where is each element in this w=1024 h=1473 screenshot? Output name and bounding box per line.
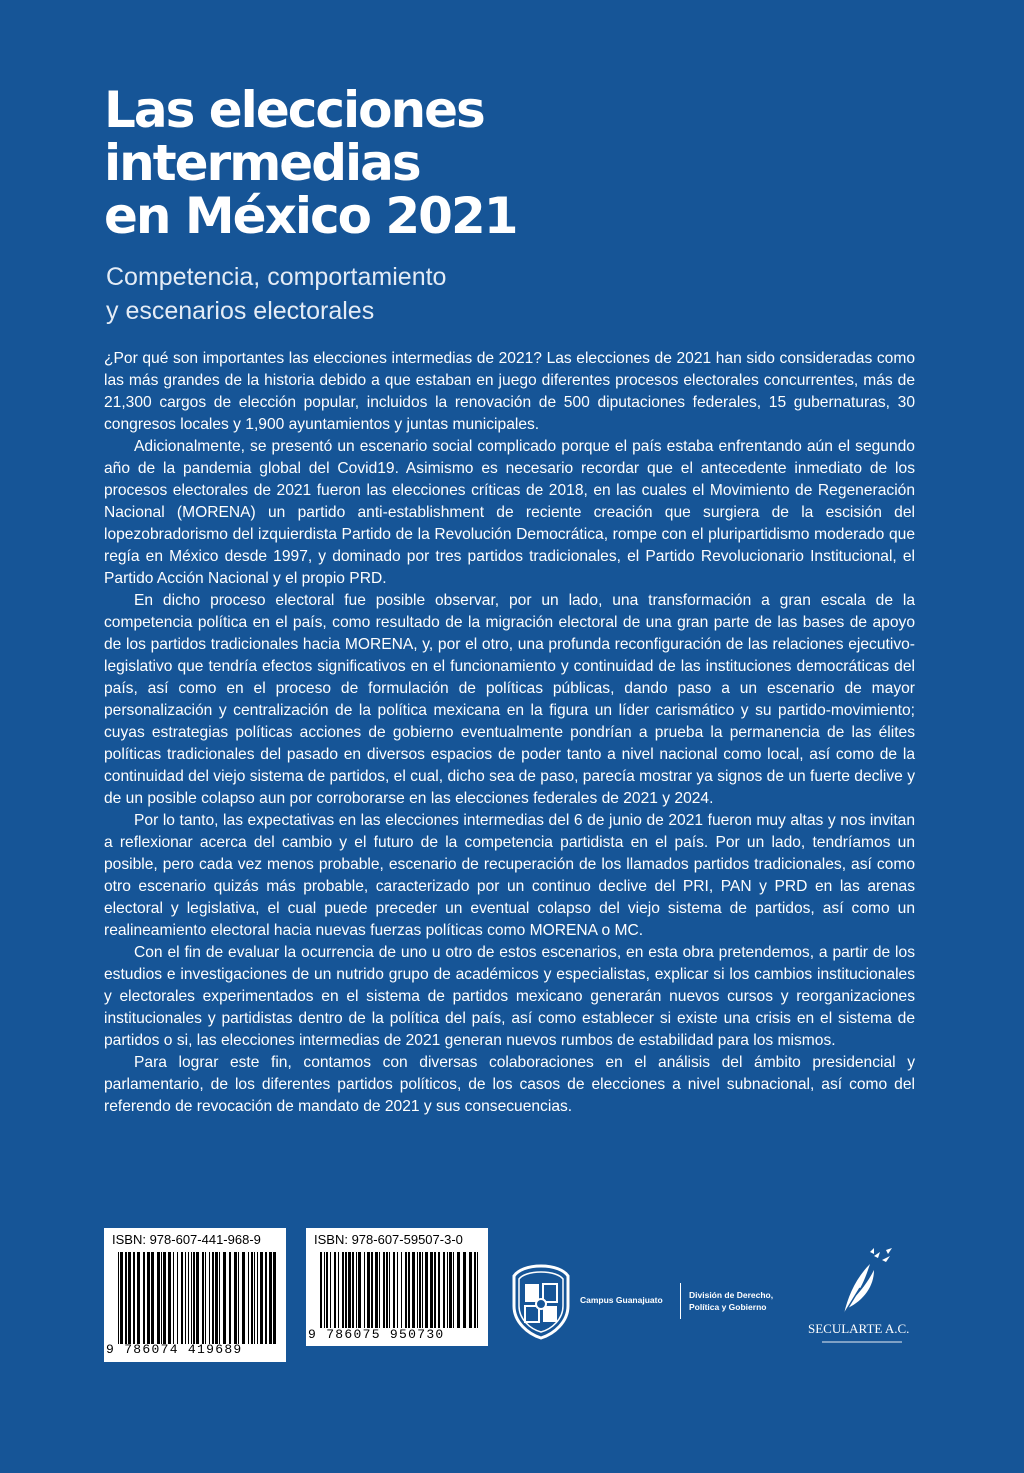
barcode-bar	[434, 1252, 436, 1328]
barcode-bar	[330, 1252, 331, 1328]
barcode-bar	[168, 1252, 171, 1344]
logo-divider	[680, 1283, 681, 1319]
barcode-bar	[177, 1252, 178, 1344]
barcode-bar	[125, 1252, 127, 1344]
seculart-tagline-rule	[822, 1341, 902, 1343]
subtitle-line: y escenarios electorales	[106, 297, 375, 325]
isbn-label: ISBN: 978-607-441-968-9	[112, 1232, 261, 1247]
barcode-bar	[128, 1252, 131, 1344]
barcode-bar	[254, 1252, 255, 1344]
barcode-digits: 9 786074 419689	[106, 1342, 243, 1357]
barcode-bar	[238, 1252, 239, 1344]
barcode-bar	[147, 1252, 150, 1344]
barcode-bar	[324, 1252, 325, 1328]
isbn-barcode-2	[306, 1228, 488, 1346]
subtitle-line: Competencia, comportamiento	[106, 263, 447, 291]
barcode-bar	[163, 1252, 166, 1344]
barcode-bar	[118, 1252, 119, 1344]
synopsis-paragraph: ¿Por qué son importantes las elecciones intermedias de 2021? Las elecciones de 2021 han sido consideradas como las más grandes de la historia debido a que estaban en juego diferentes procesos electorales concurrentes, más de 21,300 cargos de elección popular, incluidos la renovación de 500 diputaciones federales, 15 gubernaturas, 30 congresos locales y 1,900 ayuntamientos y juntas municipales.	[104, 350, 915, 433]
barcode-bar	[209, 1252, 210, 1344]
barcode-bar	[408, 1252, 410, 1328]
barcode-bar	[320, 1252, 322, 1328]
barcode-bar	[196, 1252, 199, 1344]
barcode-bar	[419, 1252, 421, 1328]
barcode-bar	[191, 1252, 192, 1344]
barcode-bar	[157, 1252, 160, 1344]
barcode-bar	[453, 1252, 454, 1328]
barcode-bar	[338, 1252, 339, 1328]
barcode-bar	[215, 1252, 218, 1344]
barcode-bar	[202, 1252, 204, 1344]
synopsis	[104, 348, 915, 1118]
campus-label: Campus Guanajuato	[580, 1295, 663, 1305]
barcode-bar	[438, 1252, 440, 1328]
barcode-bar	[212, 1252, 214, 1344]
barcode-bar	[161, 1252, 162, 1344]
barcode-bars	[320, 1252, 480, 1328]
barcode-bar	[120, 1252, 123, 1344]
isbn-barcode-1	[104, 1228, 286, 1362]
barcode-bar	[234, 1252, 237, 1344]
synopsis-paragraph: En dicho proceso electoral fue posible observar, por un lado, una transformación a gran escala de la competencia política en el país, como resultado de la migración electoral de una gran parte de las bases de apoyo de los partidos tradicionales hacia MORENA, y, por el otro, una profunda reconfiguración de las relaciones ejecutivo-legislativo que tendría efectos significativos en el funcionamiento y continuidad de las instituciones democráticas del país, así como en el proceso de formulación de políticas públicas, dando paso a un escenario de mayor personalización y centralización de la política mexicana en la figura un líder carismático y su partido-movimiento; cuyas estrategias políticas acciones de gobierno eventualmente pondrían a prueba la permanencia de las élites políticas tradicionales del pasado en diversos espacios de poder tanto a nivel nacional como local, así como de la continuidad del viejo sistema de partidos, el cual, dicho sea de paso, parecía mostrar ya signos de un fuerte declive y de un posible colapso aun por corroborarse en las elecciones federales de 2021 y 2024.	[104, 592, 915, 807]
barcode-bar	[173, 1252, 174, 1344]
division-label-line1: División de Derecho,	[689, 1290, 774, 1300]
barcode-bar	[342, 1252, 344, 1328]
barcode-bar	[242, 1252, 245, 1344]
barcode-bar	[447, 1252, 448, 1328]
barcode-bar	[443, 1252, 445, 1328]
barcode-bar	[389, 1252, 390, 1328]
barcode-bar	[193, 1252, 195, 1344]
barcode-bar	[260, 1252, 263, 1344]
barcode-bar	[386, 1252, 388, 1328]
barcode-bar	[334, 1252, 336, 1328]
barcode-bar	[356, 1252, 357, 1328]
barcode-bar	[379, 1252, 380, 1328]
synopsis-paragraph: Con el fin de evaluar la ocurrencia de uno u otro de estos escenarios, en esta obra pretendemos, a partir de los estudios e investigaciones de un nutrido grupo de académicos y especialistas, explicar si los cambios institucionales y electorales experimentados en el sistema de partidos mexicano generarán nuevos cursos y reorganizaciones institucionales y partidistas dentro de la política del país, así como establecer si existe una crisis en el sistema de partidos o si, las elecciones intermedias de 2021 generan nuevos rumbos de estabilidad para los mismos.	[104, 944, 915, 1049]
barcode-bar	[425, 1252, 428, 1328]
title-line: en México 2021	[104, 187, 517, 245]
isbn-label: ISBN: 978-607-59507-3-0	[314, 1232, 463, 1247]
barcode-bar	[133, 1252, 135, 1344]
barcode-bar	[367, 1252, 370, 1328]
feather-quill-icon	[830, 1248, 894, 1318]
title-line: Las elecciones	[104, 81, 484, 139]
barcode-bars	[118, 1252, 278, 1344]
barcode-bar	[474, 1252, 476, 1328]
barcode-bar	[265, 1252, 267, 1344]
barcode-bar	[151, 1252, 154, 1344]
barcode-bar	[371, 1252, 373, 1328]
barcode-bar	[326, 1252, 328, 1328]
barcode-bar	[257, 1252, 258, 1344]
barcode-bar	[477, 1252, 478, 1328]
barcode-bar	[251, 1252, 253, 1344]
barcode-bar	[383, 1252, 385, 1328]
barcode-bar	[422, 1252, 423, 1328]
barcode-bar	[143, 1252, 145, 1344]
barcode-bar	[348, 1252, 351, 1328]
barcode-bar	[393, 1252, 395, 1328]
barcode-bar	[397, 1252, 398, 1328]
book-title	[104, 81, 704, 245]
barcode-bar	[223, 1252, 226, 1344]
barcode-bar	[469, 1252, 472, 1328]
barcode-bar	[358, 1252, 361, 1328]
barcode-bar	[219, 1252, 220, 1344]
barcode-bar	[229, 1252, 231, 1344]
barcode-bar	[463, 1252, 466, 1328]
barcode-bar	[352, 1252, 354, 1328]
division-label-line2: Política y Gobierno	[689, 1302, 767, 1312]
barcode-bar	[375, 1252, 378, 1328]
barcode-bar	[185, 1252, 186, 1344]
title-line: intermedias	[104, 134, 420, 192]
barcode-bar	[269, 1252, 272, 1344]
barcode-bar	[273, 1252, 276, 1344]
synopsis-paragraph: Para lograr este fin, contamos con diversas colaboraciones en el análisis del ámbito presidencial y parlamentario, de los diferentes partidos políticos, de los casos de elecciones a nivel subnacional, así como del referendo de revocación de mandato de 2021 y sus consecuencias.	[104, 1054, 915, 1115]
barcode-bar	[181, 1252, 183, 1344]
barcode-bar	[405, 1252, 407, 1328]
book-subtitle	[106, 260, 706, 328]
barcode-bar	[205, 1252, 206, 1344]
barcode-bar	[457, 1252, 460, 1328]
barcode-bar	[137, 1252, 140, 1344]
barcode-bar	[248, 1252, 249, 1344]
barcode-digits: 9 786075 950730	[308, 1327, 445, 1342]
barcode-bar	[449, 1252, 452, 1328]
synopsis-paragraph: Adicionalmente, se presentó un escenario social complicado porque el país estaba enfrentando aún el segundo año de la pandemia global del Covid19. Asimismo es necesario recordar que el antecedente inmediato de los procesos electorales de 2021 fueron las elecciones críticas de 2018, en las cuales el Movimiento de Regeneración Nacional (MORENA) un partido anti-establishment de reciente creación que surgiera de la escisión del lopezobradorismo del izquierdista Partido de la Revolución Democrática, rompe con el pluripartidismo moderado que regía en México desde 1997, y dominado por tres partidos tradicionales, el Partido Revolucionario Institucional, el Partido Acción Nacional y el propio PRD.	[104, 438, 915, 587]
barcode-bar	[401, 1252, 402, 1328]
barcode-bar	[417, 1252, 418, 1328]
barcode-bar	[345, 1252, 347, 1328]
university-crest-icon	[510, 1262, 572, 1340]
barcode-bar	[188, 1252, 189, 1344]
synopsis-paragraph: Por lo tanto, las expectativas en las elecciones intermedias del 6 de junio de 2021 fueron muy altas y nos invitan a reflexionar acerca del cambio y el futuro de la competencia partidista en el país. Por un lado, tendríamos un posible, pero cada vez menos probable, escenario de recuperación de los llamados partidos tradicionales, así como otro escenario quizás más probable, caracterizado por un continuo declive del PRI, PAN y PRD en las arenas electoral y legislativa, el cual puede preceder un eventual colapso del viejo sistema de partidos, así como un realineamiento electoral hacia nuevas fuerzas políticas como MORENA o MC.	[104, 812, 915, 939]
seculart-name: SECULARTE A.C.	[808, 1321, 910, 1336]
barcode-bar	[430, 1252, 433, 1328]
barcode-bar	[412, 1252, 415, 1328]
barcode-bar	[364, 1252, 365, 1328]
